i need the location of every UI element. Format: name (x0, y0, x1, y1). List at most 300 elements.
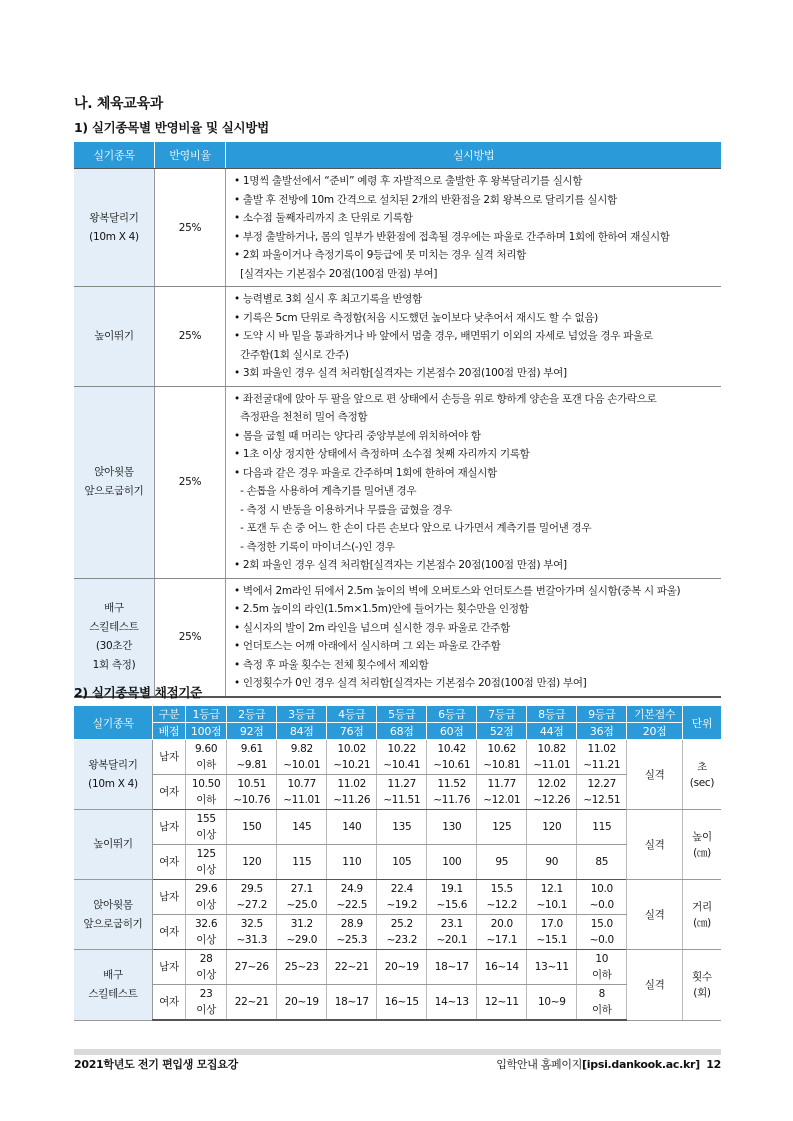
score-value: 9.82 (290, 743, 313, 755)
score-cell (427, 985, 477, 1021)
base-score: 실격 (627, 740, 683, 810)
event-name (74, 810, 153, 880)
score-value: 10~9 (537, 996, 566, 1008)
score-cell (227, 985, 277, 1021)
score-value: 140 (342, 821, 362, 833)
score-row (74, 740, 721, 775)
score-cell (527, 845, 577, 880)
score-cell (186, 775, 227, 810)
score-cell (477, 740, 527, 775)
footer-homepage-label: 입학안내 홈페이지 (496, 1058, 583, 1071)
subsection-title-1: 1) 실기종목별 반영비율 및 실시방법 (74, 120, 269, 135)
unit-symbol: (sec) (689, 776, 715, 789)
method-line: • 좌전굴대에 앉아 두 팔을 앞으로 편 상태에서 손등을 위로 향하게 양손을 포갠 다음 손가락으로 (234, 392, 657, 405)
score-range: 이하 (591, 969, 612, 981)
score-cell (327, 775, 377, 810)
score-row (74, 880, 721, 915)
score-cell (427, 845, 477, 880)
score-cell (277, 915, 327, 950)
ratio-value: 25% (155, 578, 226, 697)
grade-header: 2등급 (227, 706, 277, 723)
score-range: ~15.1 (536, 934, 568, 946)
score-value: 13~11 (534, 961, 569, 973)
grade-header: 8등급 (527, 706, 577, 723)
method-line: 측정판을 천천히 밀어 측정함 (234, 411, 368, 423)
method-text (226, 386, 722, 578)
score-cell (227, 950, 277, 985)
score-value: 22.4 (390, 883, 413, 895)
method-line: • 다음과 같은 경우 파울로 간주하며 1회에 한하여 재실시함 (234, 466, 497, 479)
score-cell (477, 985, 527, 1021)
method-line: • 부정 출발하거나, 몸의 일부가 반환점에 접촉될 경우에는 파울로 간주하며 1회에 한하여 재실시함 (234, 230, 670, 243)
score-value: 32.5 (240, 918, 263, 930)
method-line: • 3회 파울인 경우 실격 처리함[실격자는 기본점수 20점(100점 만점) 부여] (234, 367, 567, 379)
score-cell (527, 985, 577, 1021)
score-cell (527, 880, 577, 915)
event-name (74, 169, 155, 287)
event-name-line: 1회 측정) (92, 659, 136, 671)
score-value: 16~14 (484, 961, 519, 973)
score-value: 22~21 (234, 996, 269, 1008)
score-value: 115 (292, 856, 312, 868)
unit-symbol: (회) (693, 986, 711, 999)
score-value: 27.1 (290, 883, 313, 895)
score-value: 10.77 (287, 778, 317, 790)
event-name-line: (10m X 4) (89, 230, 139, 243)
score-range: ~25.0 (286, 899, 318, 911)
score-cell (277, 985, 327, 1021)
score-range: 이상 (196, 829, 216, 841)
page-number: 12 (706, 1058, 721, 1071)
unit-label: 높이 (692, 830, 712, 843)
unit-cell (683, 810, 722, 880)
score-cell (577, 845, 627, 880)
event-name-line: 왕복달리기 (89, 211, 139, 224)
score-value: 110 (342, 856, 362, 868)
score-cell (327, 915, 377, 950)
score-value: 8 (598, 988, 605, 1000)
score-value: 10.50 (191, 778, 221, 790)
score-value: 18~17 (334, 996, 369, 1008)
header-cat: 실기종목 (74, 142, 155, 169)
score-cell (327, 985, 377, 1021)
score-range: 이상 (196, 864, 216, 876)
score-value: 20.0 (490, 918, 513, 930)
score-value: 85 (595, 856, 609, 868)
unit-cell (683, 880, 722, 950)
score-cell (527, 950, 577, 985)
base-score: 실격 (627, 950, 683, 1021)
score-value: 27~26 (234, 961, 269, 973)
header-method: 실시방법 (226, 142, 722, 169)
method-line: • 언더토스는 어깨 아래에서 실시하며 그 외는 파울로 간주함 (234, 640, 501, 652)
score-value: 135 (392, 821, 412, 833)
score-cell (377, 950, 427, 985)
score-range: 이하 (591, 1004, 612, 1016)
score-range: ~17.1 (486, 934, 518, 946)
method-row (74, 287, 721, 387)
score-value: 12.27 (587, 778, 617, 790)
event-name-line: (10m X 4) (88, 777, 138, 790)
score-value: 32.6 (195, 918, 218, 930)
header-cat: 실기종목 (74, 706, 153, 740)
score-value: 22~21 (334, 961, 369, 973)
score-value: 90 (545, 856, 559, 868)
score-value: 11.77 (487, 778, 517, 790)
score-value: 12.1 (540, 883, 563, 895)
score-value: 125 (492, 821, 512, 833)
unit-cell (683, 740, 722, 810)
method-line: - 포갠 두 손 중 어느 한 손이 다른 손보다 앞으로 나가면서 계측기를 밀어낸 경우 (234, 522, 592, 534)
score-value: 12.02 (537, 778, 567, 790)
score-cell (227, 845, 277, 880)
score-value: 100 (442, 856, 462, 868)
score-cell (427, 810, 477, 845)
score-value: 23 (199, 988, 213, 1000)
score-range: ~19.2 (386, 899, 418, 911)
method-line: • 벽에서 2m라인 뒤에서 2.5m 높이의 벽에 오버토스와 언더토스를 번갈아가며 실시함(중복 시 파울) (234, 584, 681, 597)
method-line: • 소수점 둘째자리까지 초 단위로 기록함 (234, 212, 413, 224)
event-name-line: 앉아윗몸 (94, 466, 134, 478)
score-value: 24.9 (340, 883, 363, 895)
event-name-line: 배구 (104, 602, 124, 614)
score-cell (427, 880, 477, 915)
ratio-value: 25% (155, 169, 226, 287)
score-row (74, 985, 721, 1021)
method-line: 간주함(1회 실시로 간주) (234, 348, 349, 361)
score-value: 130 (442, 821, 462, 833)
grade-header: 6등급 (427, 706, 477, 723)
method-line: • 실시자의 발이 2m 라인을 넘으며 실시한 경우 파울로 간주함 (234, 621, 510, 634)
score-range: ~15.6 (436, 899, 468, 911)
score-cell (577, 915, 627, 950)
points-header: 36점 (577, 723, 627, 740)
score-cell (477, 915, 527, 950)
score-range: ~27.2 (236, 899, 268, 911)
method-text (226, 287, 722, 387)
unit-cell (683, 950, 722, 1021)
score-cell (527, 915, 577, 950)
score-cell (427, 775, 477, 810)
method-row (74, 169, 721, 287)
method-line: • 2.5m 높이의 라인(1.5m×1.5m)안에 들어가는 횟수만을 인정함 (234, 603, 529, 615)
method-line: - 측정한 기록이 마이너스(-)인 경우 (234, 540, 395, 553)
score-range: 이하 (196, 794, 216, 806)
score-row (74, 845, 721, 880)
method-line: • 도약 시 바 밑을 통과하거나 바 앞에서 멈출 경우, 배면뛰기 이외의 자세로 넘었을 경우 파울로 (234, 330, 653, 342)
score-cell (427, 950, 477, 985)
score-value: 23.1 (440, 918, 463, 930)
score-value: 10.51 (237, 778, 267, 790)
score-value: 10.42 (437, 743, 467, 755)
sex-label: 남자 (153, 810, 186, 845)
score-range: ~11.21 (583, 759, 621, 771)
method-line: • 몸을 굽힐 때 머리는 양다리 중앙부분에 위치하여야 함 (234, 429, 481, 442)
score-range: ~11.76 (433, 794, 471, 806)
score-range: ~10.41 (383, 759, 421, 771)
base-score: 실격 (627, 810, 683, 880)
score-value: 20~19 (284, 996, 319, 1008)
method-line: • 2회 파울인 경우 실격 처리함[실격자는 기본점수 20점(100점 만점) 부여] (234, 559, 567, 571)
event-name-line: 스킬테스트 (88, 987, 138, 1000)
event-name-line: 높이뛰기 (94, 329, 134, 342)
score-value: 25.2 (390, 918, 413, 930)
score-cell (227, 740, 277, 775)
score-range: ~12.2 (486, 899, 518, 911)
score-value: 29.6 (195, 883, 218, 895)
score-cell (186, 845, 227, 880)
score-cell (577, 985, 627, 1021)
method-line: • 1초 이상 정지한 상태에서 측정하며 소수점 첫째 자리까지 기록함 (234, 448, 530, 460)
score-range: 이상 (196, 934, 216, 946)
score-cell (577, 775, 627, 810)
method-line: • 출발 후 전방에 10m 간격으로 설치된 2개의 반환점을 2회 왕복으로 달리기를 실시함 (234, 193, 617, 206)
score-range: ~22.5 (336, 899, 368, 911)
method-line: - 측정 시 반동을 이용하거나 무릎을 굽혔을 경우 (234, 503, 452, 516)
score-cell (327, 880, 377, 915)
score-range: ~31.3 (236, 934, 268, 946)
score-cell (427, 915, 477, 950)
score-range: ~0.0 (589, 934, 614, 946)
score-range: ~11.51 (383, 794, 421, 806)
points-header: 44점 (527, 723, 577, 740)
score-cell (277, 810, 327, 845)
sex-label: 여자 (153, 775, 186, 810)
score-value: 10.82 (537, 743, 567, 755)
score-value: 11.52 (437, 778, 467, 790)
score-value: 115 (592, 821, 612, 833)
score-value: 11.02 (337, 778, 367, 790)
score-cell (477, 845, 527, 880)
method-text (226, 169, 722, 287)
grade-header: 9등급 (577, 706, 627, 723)
score-range: ~12.01 (483, 794, 521, 806)
sex-label: 남자 (153, 950, 186, 985)
score-cell (377, 880, 427, 915)
score-cell (477, 775, 527, 810)
score-cell (327, 810, 377, 845)
score-cell (227, 775, 277, 810)
score-cell (227, 915, 277, 950)
base-score: 실격 (627, 880, 683, 950)
method-line: • 인정횟수가 0인 경우 실격 처리함[실격자는 기본점수 20점(100점 만점) 부여] (234, 677, 587, 689)
score-value: 28.9 (340, 918, 363, 930)
event-name-line: 왕복달리기 (88, 758, 138, 771)
points-header: 84점 (277, 723, 327, 740)
score-cell (327, 740, 377, 775)
score-value: 120 (242, 856, 262, 868)
score-cell (186, 915, 227, 950)
footer-title: 2021학년도 전기 편입생 모집요강 (74, 1058, 238, 1071)
score-range: 이상 (196, 1004, 216, 1016)
score-cell (186, 810, 227, 845)
score-range: ~10.61 (433, 759, 471, 771)
points-header: 92점 (227, 723, 277, 740)
event-name-line: 높이뛰기 (93, 838, 133, 850)
method-line: • 1명씩 출발선에서 “준비” 예령 후 자발적으로 출발한 후 왕복달리기를 실시함 (234, 175, 583, 187)
event-name (74, 880, 153, 950)
score-cell (186, 880, 227, 915)
score-value: 28 (199, 953, 213, 965)
footer-homepage (496, 1056, 721, 1072)
score-range: ~25.3 (336, 934, 368, 946)
points-header: 100점 (186, 723, 227, 740)
score-row (74, 950, 721, 985)
footer-divider (74, 1049, 721, 1055)
score-value: 11.27 (387, 778, 417, 790)
event-name-line: 배구 (103, 968, 123, 981)
score-cell (186, 950, 227, 985)
score-value: 12~11 (484, 996, 519, 1008)
score-cell (527, 740, 577, 775)
score-value: 155 (196, 813, 216, 825)
score-row (74, 915, 721, 950)
score-range: ~10.01 (283, 759, 321, 771)
method-line: • 기록은 5cm 단위로 측정함(처음 시도했던 높이보다 낮추어서 재시도 할 수 없음) (234, 311, 598, 324)
score-value: 145 (292, 821, 312, 833)
header-gubun: 구분 (153, 706, 186, 723)
score-cell (277, 775, 327, 810)
score-cell (477, 880, 527, 915)
score-value: 10.62 (487, 743, 517, 755)
method-row (74, 578, 721, 697)
score-range: ~12.26 (533, 794, 571, 806)
score-cell (527, 810, 577, 845)
score-cell (277, 845, 327, 880)
event-name-line: 앞으로굽히기 (83, 917, 143, 930)
score-cell (577, 880, 627, 915)
score-value: 10.02 (337, 743, 367, 755)
score-value: 105 (392, 856, 412, 868)
points-header: 68점 (377, 723, 427, 740)
unit-label: 초 (697, 760, 707, 773)
ratio-value: 25% (155, 386, 226, 578)
score-cell (277, 740, 327, 775)
score-value: 120 (542, 821, 562, 833)
grade-header: 7등급 (477, 706, 527, 723)
score-value: 29.5 (240, 883, 263, 895)
score-cell (377, 845, 427, 880)
score-cell (477, 810, 527, 845)
score-cell (186, 985, 227, 1021)
score-range: ~11.01 (283, 794, 321, 806)
score-cell (427, 740, 477, 775)
score-value: 20~19 (384, 961, 419, 973)
score-value: 17.0 (540, 918, 563, 930)
sex-label: 여자 (153, 845, 186, 880)
score-range: ~11.01 (533, 759, 571, 771)
grade-header: 3등급 (277, 706, 327, 723)
subsection-title-2: 2) 실기종목별 채점기준 (74, 685, 202, 700)
score-cell (377, 985, 427, 1021)
score-range: 이상 (196, 899, 216, 911)
unit-label: 거리 (692, 900, 712, 913)
grade-header: 5등급 (377, 706, 427, 723)
score-cell (327, 950, 377, 985)
points-header: 60점 (427, 723, 477, 740)
event-name-line: 스킬테스트 (89, 621, 139, 633)
score-cell (327, 845, 377, 880)
score-value: 10.22 (387, 743, 417, 755)
score-range: ~9.81 (236, 759, 268, 771)
score-value: 16~15 (384, 996, 419, 1008)
method-line: - 손톱을 사용하여 계측기를 밀어낸 경우 (234, 485, 417, 497)
event-name-line: 앉아윗몸 (93, 898, 133, 911)
score-range: ~23.2 (386, 934, 418, 946)
points-header: 52점 (477, 723, 527, 740)
event-name (74, 740, 153, 810)
score-row (74, 810, 721, 845)
event-name (74, 287, 155, 387)
event-name (74, 386, 155, 578)
method-line: • 측정 후 파울 횟수는 전체 횟수에서 제외함 (234, 658, 429, 671)
score-value: 18~17 (434, 961, 469, 973)
method-line: • 능력별로 3회 실시 후 최고기록을 반영함 (234, 293, 422, 305)
score-cell (377, 915, 427, 950)
sex-label: 여자 (153, 985, 186, 1021)
score-cell (277, 880, 327, 915)
unit-symbol: (㎝) (693, 916, 711, 929)
score-range: ~10.76 (233, 794, 271, 806)
score-value: 10 (595, 953, 609, 965)
score-value: 31.2 (290, 918, 313, 930)
score-value: 25~23 (284, 961, 319, 973)
footer-homepage-link[interactable]: [ipsi.dankook.ac.kr] (582, 1058, 700, 1071)
ratio-value: 25% (155, 287, 226, 387)
score-value: 125 (196, 848, 216, 860)
score-range: ~10.1 (536, 899, 568, 911)
scoring-table (74, 706, 721, 1021)
score-cell (227, 810, 277, 845)
score-value: 95 (495, 856, 509, 868)
header-ratio: 반영비율 (155, 142, 226, 169)
grade-header: 4등급 (327, 706, 377, 723)
score-cell (477, 950, 527, 985)
score-cell (186, 740, 227, 775)
sex-label: 남자 (153, 880, 186, 915)
method-table (74, 142, 721, 698)
header-baejeom: 배점 (153, 723, 186, 740)
score-range: 이상 (196, 969, 216, 981)
score-value: 15.0 (590, 918, 613, 930)
score-row (74, 775, 721, 810)
score-cell (577, 950, 627, 985)
sex-label: 남자 (153, 740, 186, 775)
score-range: ~12.51 (583, 794, 621, 806)
event-name-line: 앞으로굽히기 (84, 485, 144, 497)
header-unit: 단위 (683, 706, 722, 740)
score-cell (377, 740, 427, 775)
score-cell (577, 740, 627, 775)
score-range: ~29.0 (286, 934, 318, 946)
points-header: 76점 (327, 723, 377, 740)
score-range: ~11.26 (333, 794, 371, 806)
grade-header: 1등급 (186, 706, 227, 723)
score-cell (277, 950, 327, 985)
score-value: 10.0 (590, 883, 613, 895)
score-value: 150 (242, 821, 262, 833)
event-name (74, 950, 153, 1021)
grade-header: 기본점수 (627, 706, 683, 723)
points-header: 20점 (627, 723, 683, 740)
score-range: 이하 (196, 759, 216, 771)
method-row (74, 386, 721, 578)
method-text (226, 578, 722, 697)
score-value: 19.1 (440, 883, 463, 895)
score-cell (227, 880, 277, 915)
score-range: ~0.0 (589, 899, 614, 911)
score-value: 9.60 (195, 743, 218, 755)
